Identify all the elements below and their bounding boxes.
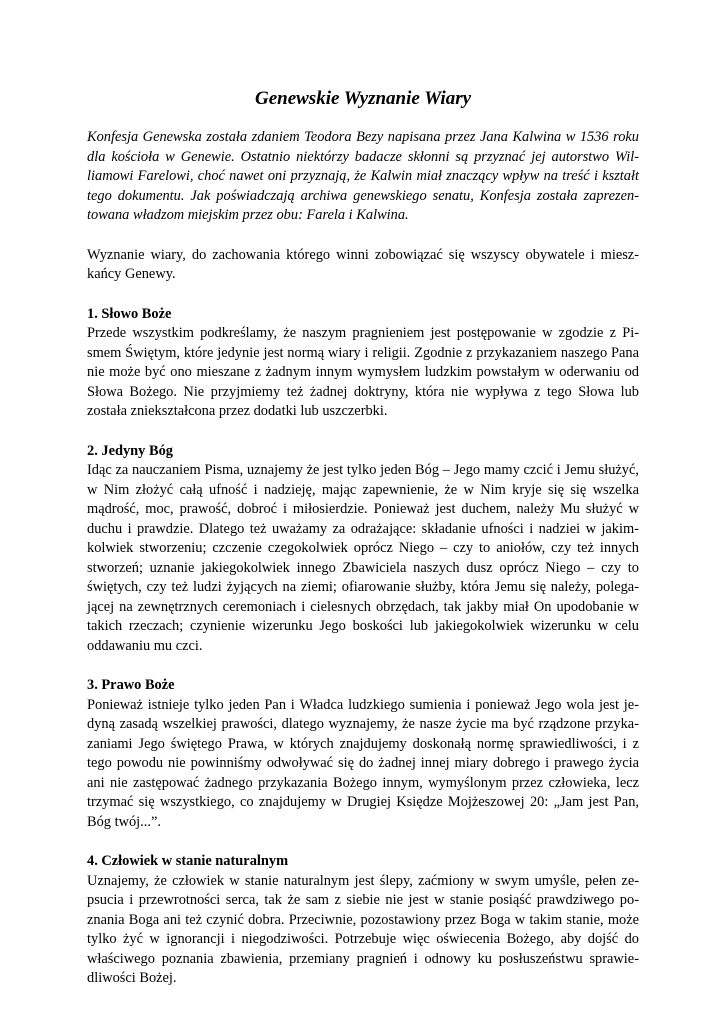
document-page [87, 86, 639, 1009]
section-body: Ponieważ istnieje tylko jeden Pan i Władca ludzkiego sumienia i ponieważ Jego wola jest jedyną zasadą wszelkiej prawości, dlatego wyznajemy, że nasze życie ma być rządzone przykazaniami Jego świętego Prawa, w których znajdujemy doskonałą normę sprawiedliwości, i z tego powodu nie powinniśmy odwoływać się do żadnej innej miary dobrego i prawego życia ani nie zastępować żadnego przykazania Bożego innym, wymyślonym przez człowieka, lecz trzymać się wszystkiego, co znajdujemy w Drugiej Księdze Mojżeszowej 20: „Jam jest Pan, Bóg twój...”. [87, 696, 639, 830]
section-natural-man [87, 852, 639, 989]
section-heading: 1. Słowo Boże [87, 305, 172, 322]
section-one-god [87, 442, 639, 657]
section-law-of-god [87, 676, 639, 832]
section-heading: 4. Człowiek w stanie naturalnym [87, 853, 289, 869]
section-heading: 3. Prawo Boże [87, 677, 175, 693]
intro-paragraph: Konfesja Genewska została zdaniem Teodora Bezy napisana przez Jana Kalwina w 1536 roku dla kościoła w Genewie. Ostatnio niektórzy badacze skłonni są przyznać jej autorstwo Williamowi Farelowi, choć nawet oni przyznają, że Kalwin miał znaczący wpływ na treść i kształt tego dokumentu. Jak poświadczają archiwa genewskiego senatu, Konfesja została zaprezentowana władzom miejskim przez obu: Farela i Kalwina. [87, 129, 639, 223]
section-body: Idąc za nauczaniem Pisma, uznajemy że jest tylko jeden Bóg – Jego mamy czcić i Jemu służyć, w Nim złożyć całą ufność i nadzieję, mając zapewnienie, że w Nim kryje się się wszelka mądrość, moc, prawość, dobroć i miłosierdzie. Ponieważ jest duchem, należy Mu służyć w duchu i prawdzie. Dlatego też uważamy za odrażające: składanie ufności i nadziei w jakimkolwiek stworzeniu; czczenie czegokolwiek oprócz Niego – czy to aniołów, czy też innych stworzeń; uznanie jakiegokolwiek innego Zbawiciela naszych dusz oprócz Niego – czy to świętych, czy też ludzi żyjących na ziemi; ofiarowanie służby, która Jemu się należy, polegającej na zewnętrznych ceremoniach i cielesnych obrzędach, tak jakby miał On upodobanie w takich rzeczach; czynienie wizerunku Jego boskości lub jakiegokolwiek wizerunku w celu oddawaniu mu czci. [87, 462, 639, 654]
document-title: Genewskie Wyznanie Wiary [254, 88, 472, 109]
section-word-of-god [87, 305, 639, 422]
section-heading: 2. Jedyny Bóg [87, 442, 173, 459]
preamble-paragraph: Wyznanie wiary, do zachowania którego winni zobowiązać się wszyscy obywatele i mieszkańcy Genewy. [87, 246, 639, 282]
section-body: Przede wszystkim podkreślamy, że naszym pragnieniem jest postępowanie w zgodzie z Pismem Świętym, które jedynie jest normą wiary i religii. Zgodnie z przykazaniem naszego Pana nie może być ono mieszane z żadnym innym wymysłem ludzkim powstałym w oderwaniu od Słowa Bożego. Nie przyjmiemy też żadnej doktryny, która nie wypływa z tego Słowa lub została zniekształcona przez dodatki lub uszczerbki. [87, 325, 639, 419]
section-body: Uznajemy, że człowiek w stanie naturalnym jest ślepy, zaćmiony w swym umyśle, pełen zepsucia i przewrotności serca, tak że sam z siebie nie jest w stanie posiąść prawdziwego poznania Boga ani też czynić dobra. Przeciwnie, pozostawiony przez Boga w takim stanie, może tylko żyć w ignorancji i niegodziwości. Potrzebuje więc oświecenia Bożego, aby dojść do właściwego poznania zbawienia, przemiany pragnień i odnowy ku posłuszeństwu sprawiedliwości Bożej. [87, 872, 639, 986]
